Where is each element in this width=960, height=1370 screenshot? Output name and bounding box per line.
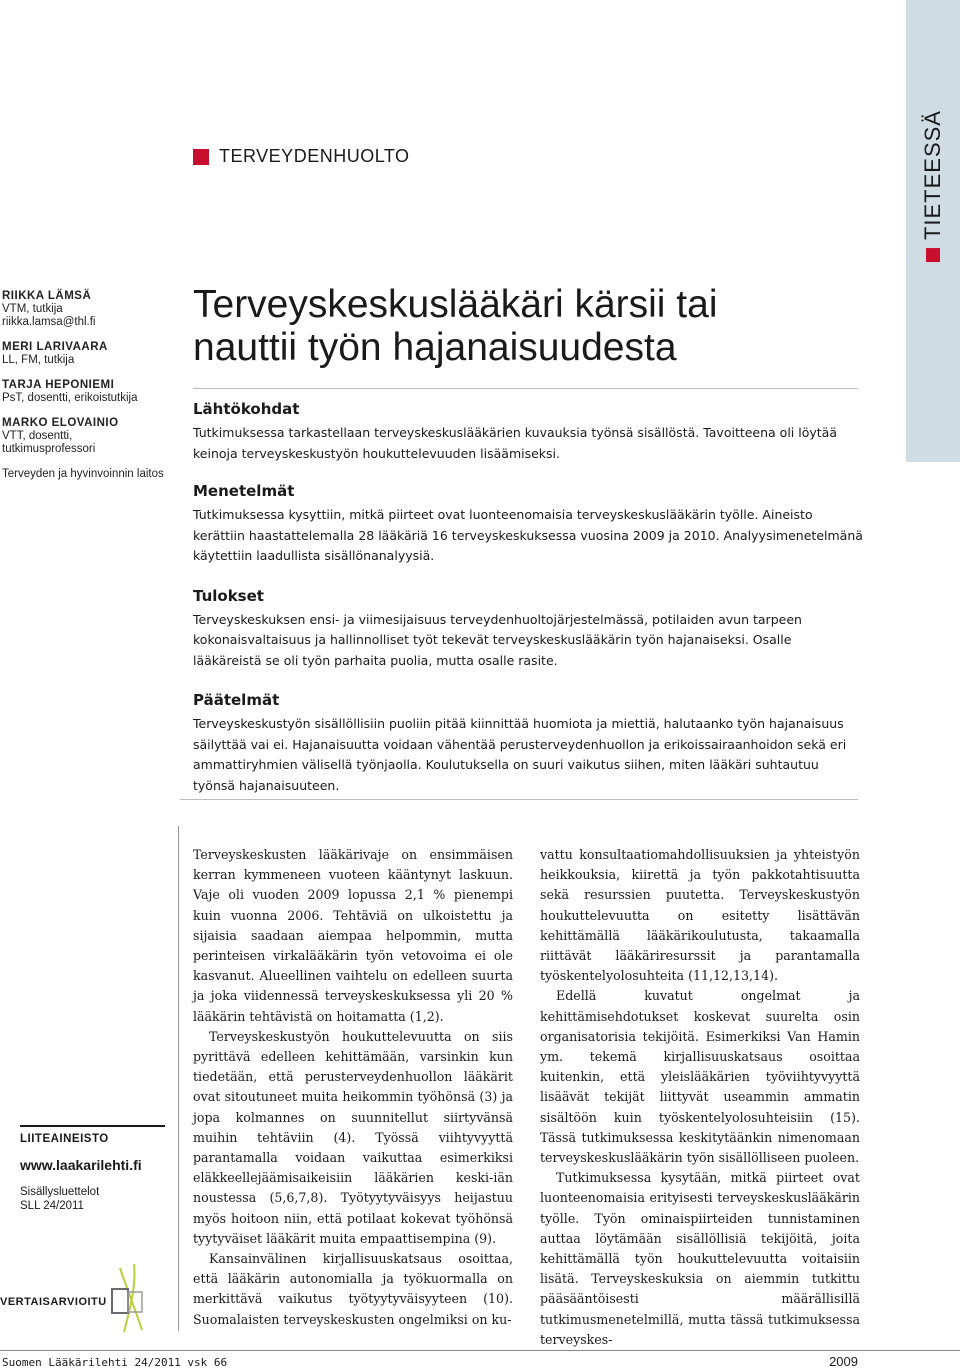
abstract-heading: Lähtökohdat	[193, 400, 300, 418]
author-detail: VTT, dosentti,	[2, 430, 73, 442]
side-tab	[906, 0, 960, 262]
abstract-methods	[193, 482, 863, 567]
author-list	[2, 290, 177, 481]
author-email: riikka.lamsa@thl.fi	[2, 316, 96, 328]
section-label	[193, 146, 410, 167]
author-detail: PsT, dosentti, erikoistutkija	[2, 392, 138, 404]
body-column-1	[193, 845, 513, 1330]
article-title	[193, 283, 893, 369]
author-detail: LL, FM, tutkija	[2, 354, 75, 366]
footer-journal-info: Suomen Lääkärilehti 24/2011 vsk 66	[2, 1356, 228, 1369]
body-paragraph: Tutkimuksessa kysytään, mitkä piirteet ovat luonteenomaisia erityisesti terveyskeskuslääkärin työlle. Työn ominaispiirteiden tunnistaminen auttaa löytämään sisällöllisiä tekijöitä, joita kehittämällä työn houkuttelevuutta voitaisiin lisätä. Terveyskeskuksia on aiemmin tutkittu pääsääntöisesti määrällisillä tutkimusmenetelmillä, mutta tässä tutkimuksessa terveyskes-	[540, 1170, 860, 1347]
section-label-text: TERVEYDENHUOLTO	[219, 146, 410, 166]
title-line: nauttii työn hajanaisuudesta	[193, 326, 677, 369]
toc-info	[20, 1185, 165, 1213]
author-name: TARJA HEPONIEMI	[2, 379, 115, 391]
body-paragraph: vattu konsultaatiomahdollisuuksien ja yhteistyön heikkouksia, kiirettä ja työn pakkotahtisuutta sekä resurssien puutetta. Terveyskeskustyön houkuttelevuutta on esitetty lisättävän kehittämällä lääkärikoulutusta, takaamalla riittävät lääkäriresurssit ja parantamalla työskentelyolosuhteita (11,12,13,14).	[540, 847, 860, 984]
author	[2, 341, 177, 367]
abstract-heading: Päätelmät	[193, 691, 280, 709]
box-rule	[20, 1125, 165, 1127]
supplementary-heading: LIITEAINEISTO	[20, 1133, 109, 1145]
author	[2, 417, 177, 456]
peer-review-badge	[0, 1262, 170, 1334]
footer-rule	[0, 1350, 960, 1351]
column-divider	[178, 826, 179, 1331]
toc-line: Sisällysluettelot	[20, 1186, 100, 1198]
abstract-text: Terveyskeskuksen ensi- ja viimesijaisuus terveydenhuoltojärjestelmässä, potilaiden avun tarpeen kokonaisvaltaisuus ja hallinnolliset työt tekevät terveyskeskuslääkärin työn hajanaiseksi. Osalle lääkäreistä se oli työn parhaita puolia, mutta osalle rasite.	[193, 611, 802, 668]
author-institution: Terveyden ja hyvinvoinnin laitos	[2, 468, 164, 480]
author	[2, 379, 177, 405]
page-number: 2009	[829, 1354, 858, 1369]
toc-line: SLL 24/2011	[20, 1200, 84, 1212]
peer-review-label: VERTAISARVIOITU	[0, 1296, 107, 1308]
title-line: Terveyskeskuslääkäri kärsii tai	[193, 283, 718, 326]
abstract-text: Tutkimuksessa kysyttiin, mitkä piirteet ovat luonteenomaisia terveyskeskuslääkärin työlle. Aineisto kerättiin haastattelemalla 28 lääkäriä 16 terveyskeskuksessa vuosina 2009 ja 2010. Analyysimenetelmänä käytettiin laadullista sisällönanalyysiä.	[193, 507, 863, 563]
abstract-background	[193, 400, 863, 464]
body-paragraph: Edellä kuvatut ongelmat ja kehittämisehdotukset koskevat suurelta osin organisatorisia tekijöitä. Esimerkiksi Van Hamin ym. tekemä kirjallisuuskatsaus osoittaa kuitenkin, että yleislääkärien työviihtyvyyttä lisäävät tekijät liittyvät useammin ammatin sisältöön kuin työskentelyolosuhteisiin (15). Tässä tutkimuksessa keskitytäänkin nimenomaan terveyskeskuslääkärin työn sisällölliseen puoleen.	[540, 988, 860, 1166]
author	[2, 290, 177, 329]
abstract-divider	[180, 799, 858, 800]
side-tab-label: TIETEESSÄ	[920, 109, 945, 240]
body-paragraph: Terveyskeskusten lääkärivaje on ensimmäisen kerran kymmeneen vuoteen kääntynyt laskuun. Vaje oli vuoden 2009 lopussa 2,1 % pienempi kuin vuonna 2006. Tehtäviä on ulkoistettu ja sijaisia saadaan aiempaa helpommin, mutta perinteisen virkalääkärin työn vetovoima ei ole kasvanut. Alueellinen vaihtelu on edelleen suurta ja joka viidennessä terveyskeskuksessa yli 20 % lääkärin tehtävistä on hoitamatta (1,2).	[193, 847, 513, 1024]
abstract-heading: Menetelmät	[193, 482, 295, 500]
abstract-results	[193, 587, 863, 672]
red-square-icon	[193, 149, 209, 165]
red-square-icon	[926, 248, 940, 262]
author-name: RIIKKA LÄMSÄ	[2, 290, 92, 302]
author-name: MERI LARIVAARA	[2, 341, 108, 353]
author-detail: VTM, tutkija	[2, 303, 63, 315]
author-detail: tutkimusprofessori	[2, 443, 96, 455]
website-link[interactable]: www.laakarilehti.fi	[20, 1157, 142, 1173]
abstract-conclusions	[193, 691, 863, 796]
abstract-text: Tutkimuksessa tarkastellaan terveyskeskuslääkärien kuvauksia työnsä sisällöstä. Tavoitteena oli löytää keinoja terveyskeskustyön houkuttelevuuden lisäämiseksi.	[193, 425, 837, 461]
peer-review-logo-icon	[102, 1262, 162, 1334]
body-paragraph: Terveyskeskustyön houkuttelevuutta on siis pyrittävä edelleen kehittämään, varsinkin kun tiedetään, että perusterveydenhuollon lääkärit ovat sitoutuneet muita heikommin työhönsä (3) ja jopa kolmannes on suunnitellut siirtyvänsä muihin tehtäviin (4). Työssä viihtyvyyttä parantamalla voidaan vaikuttaa esimerkiksi eläkkeellejäämisaikeisiin lääkärien keski-iän noustessa (5,6,7,8). Työtyytyväisyys heijastuu myös hoitoon niin, että potilaat kokevat työhönsä tyytyväiset lääkärit muita empaattisempina (9).	[193, 1028, 513, 1246]
title-divider	[193, 388, 858, 389]
abstract-text: Terveyskeskustyön sisällöllisiin puoliin pitää kiinnittää huomiota ja miettiä, halutaanko työn hajanaisuus säilyttää vai ei. Hajanaisuutta voidaan vähentää perusterveydenhuollon ja erikoissairaanhoidon sekä eri ammattiryhmien välisellä työnjaolla. Koulutuksella on suuri vaikutus siihen, miten lääkäri suhtautuu työnsä hajanaisuuteen.	[193, 716, 847, 793]
body-paragraph: Kansainvälinen kirjallisuuskatsaus osoittaa, että lääkärin autonomialla ja työkuormalla on merkittävä vaikutus työtyytyväisyyteen (10). Suomalaisten terveyskeskusten ongelmiksi on ku-	[193, 1251, 513, 1327]
author-name: MARKO ELOVAINIO	[2, 417, 119, 429]
supplementary-box	[20, 1125, 165, 1213]
abstract	[193, 400, 863, 810]
body-column-2	[540, 845, 860, 1350]
abstract-heading: Tulokset	[193, 586, 264, 605]
